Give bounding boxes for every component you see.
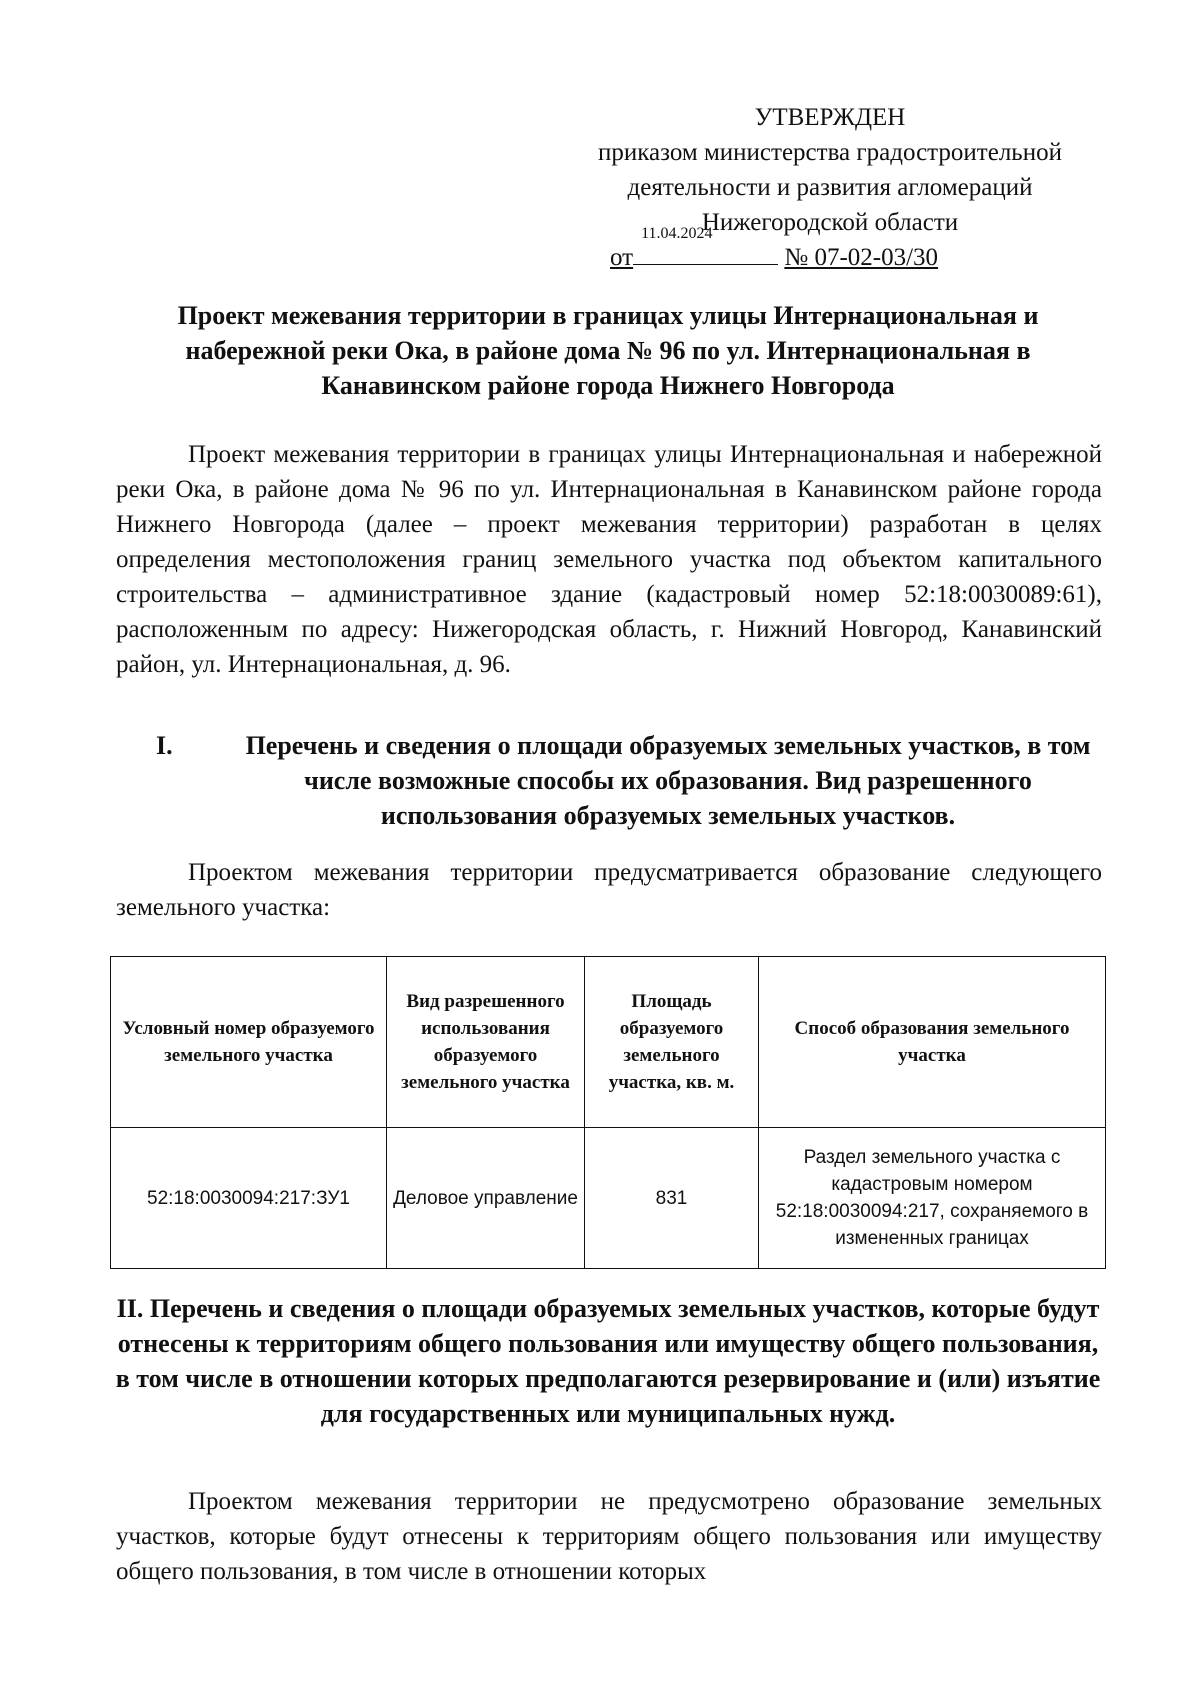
- order-line: [560, 225, 1100, 275]
- cell-plot-number: 52:18:0030094:217:ЗУ1: [111, 1128, 387, 1269]
- section-2-paragraph: Проектом межевания территории не предусмотрено образование земельных участков, которые будут отнесены к территориям общего пользования или имуществу общего пользования, в том числе в отношении которых: [116, 1488, 1102, 1585]
- date-field: [633, 225, 778, 265]
- section-2-title: Перечень и сведения о площади образуемых земельных участков, которые будут отнесены к территориям общего пользования или имуществу общего пользования, в том числе в отношении которых предполагаются резервирование и (или) изъятие для государственных или муниципальных нужд.: [115, 1294, 1101, 1428]
- approval-line-1: приказом министерства градостроительной: [598, 139, 1062, 166]
- header-plot-number: Условный номер образуемого земельного участка: [111, 957, 387, 1128]
- header-area: Площадь образуемого земельного участка, кв. м.: [585, 957, 759, 1128]
- intro-paragraph: Проект межевания территории в границах улицы Интернациональная и набережной реки Ока, в районе дома № 96 по ул. Интернациональная в Канавинском районе города Нижнего Новгорода (далее – проект межевания территории) разработан в целях определения местоположения границ земельного участка под объектом капитального строительства – административное здание (кадастровый номер 52:18:0030089:61), расположенным по адресу: Нижегородская область, г. Нижний Новгород, Канавинский район, ул. Интернациональная, д. 96.: [116, 441, 1102, 678]
- section-2-heading: [112, 1291, 1104, 1431]
- section-1-paragraph: Проектом межевания территории предусматривается образование следующего земельного участка:: [116, 859, 1102, 921]
- table-header-row: [111, 957, 1106, 1128]
- approval-line-2: деятельности и развития агломераций: [627, 174, 1033, 201]
- order-number: № 07-02-03/30: [784, 244, 939, 271]
- cell-formation-method: Раздел земельного участка с кадастровым номером 52:18:0030094:217, сохраняемого в измененных границах: [759, 1128, 1106, 1269]
- approval-line-3: Нижегородской области: [701, 209, 959, 236]
- approval-status: УТВЕРЖДЕН: [754, 104, 906, 131]
- date-prefix: от: [610, 244, 634, 271]
- order-date: 11.04.2024: [641, 225, 713, 242]
- section-1-heading: [112, 728, 1104, 833]
- cell-permitted-use: Деловое управление: [387, 1128, 585, 1269]
- section-1-title: Перечень и сведения о площади образуемых земельных участков, в том числе возможные способы их образования. Вид разрешенного использования образуемых земельных участков.: [245, 731, 1091, 830]
- table-row: [111, 1128, 1106, 1269]
- header-formation-method: Способ образования земельного участка: [759, 957, 1106, 1128]
- land-plots-table: [110, 956, 1106, 1269]
- document-title: Проект межевания территории в границах улицы Интернациональная и набережной реки Ока, в районе дома № 96 по ул. Интернациональная в Канавинском районе города Нижнего Новгорода: [177, 301, 1039, 400]
- header-permitted-use: Вид разрешенного использования образуемого земельного участка: [387, 957, 585, 1128]
- section-1-number: I.: [156, 731, 173, 760]
- section-2-number: II.: [116, 1294, 144, 1323]
- approval-stamp: [560, 100, 1100, 275]
- cell-area: 831: [585, 1128, 759, 1269]
